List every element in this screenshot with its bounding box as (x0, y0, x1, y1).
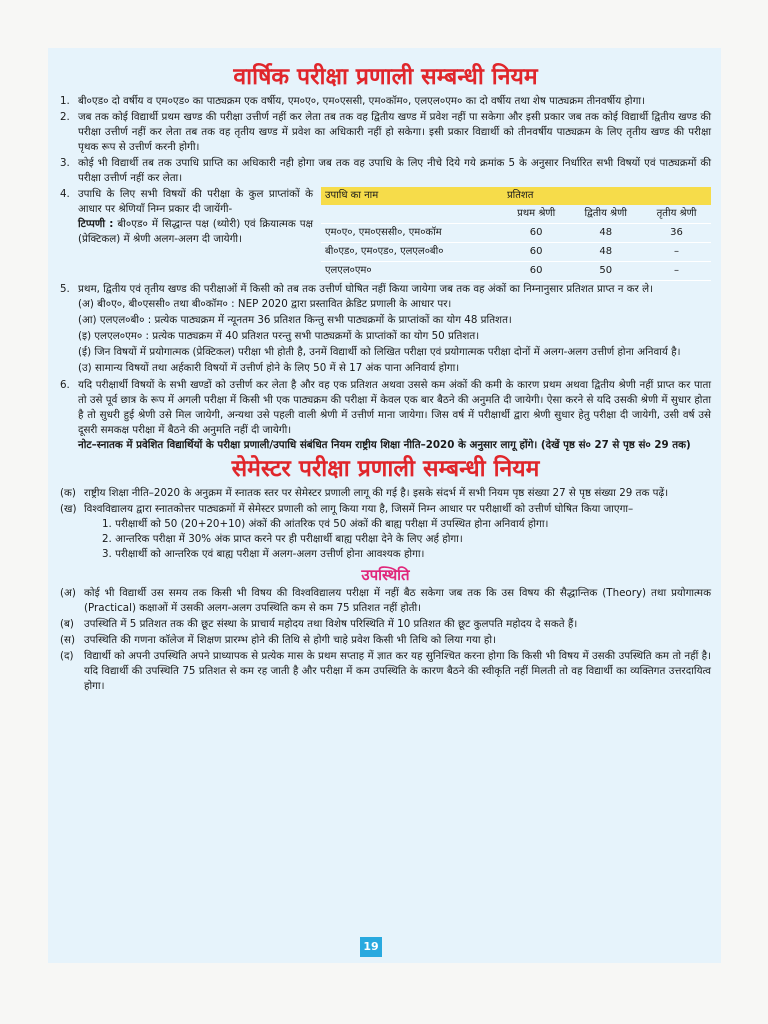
rule-2-text: जब तक कोई विद्यार्थी प्रथम खण्ड की परीक्षा उत्तीर्ण नहीं कर लेता तब तक वह द्वितीय खण्ड में प्रवेश नहीं पा सकेगा और इसी प्रकार जब तक कोई विद्यार्थी द्वितीय खण्ड की परीक्षा उत्तीर्ण नहीं कर लेता तब तक वह तृतीय खण्ड में प्रवेश का अधिकारी नहीं हो सकेगा। इसी प्रकार विद्यार्थी को तीनवर्षीय पाठ्यक्रम के लिए तृतीय खण्ड की परीक्षा पृथक रूप से उत्तीर्ण करनी होगी। (78, 111, 711, 153)
header-degree-name: उपाधि का नाम (321, 187, 503, 205)
page-panel (48, 48, 721, 963)
attendance-b-label: (ब) (60, 618, 74, 630)
rule-3-number: 3. (60, 157, 70, 169)
rule-5-aa: (आ) एलएल०बी० : प्रत्येक पाठ्यक्रम में न्यूनतम 36 प्रतिशत किन्तु सभी पाठ्यक्रमों के प्राप्तांकों का योग 48 प्रतिशत। (78, 314, 512, 326)
rule-4-text-block (78, 187, 313, 281)
attendance-a-label: (अ) (60, 587, 76, 599)
rule-4-note-label: टिप्पणी : (78, 218, 114, 230)
rule-4-body (78, 187, 711, 281)
rule-5-body (78, 282, 711, 377)
row-third: 36 (642, 224, 711, 243)
table-row (321, 224, 711, 243)
attendance-s-label: (स) (60, 634, 75, 646)
attendance-title: उपस्थिति (361, 566, 410, 584)
semester-kha-text: विश्वविद्यालय द्वारा स्नातकोत्तर पाठ्यक्रमों में सेमेस्टर प्रणाली को लागू किया गया है, जिसमें निम्न आधार पर परीक्षार्थी को उत्तीर्ण घोषित किया जाएगा– (84, 503, 634, 515)
semester-kha-body (84, 502, 711, 562)
attendance-a (60, 586, 711, 616)
rule-6-body (78, 378, 711, 453)
annual-rules-title: वार्षिक परीक्षा प्रणाली सम्बन्धी नियम (233, 64, 538, 90)
rule-5-i: (इ) एलएल०एम० : प्रत्येक पाठ्यक्रम में 40 प्रतिशत परन्तु सभी पाठ्यक्रमों के प्राप्तांकों का योग 50 प्रतिशत। (78, 330, 480, 342)
table-row (321, 243, 711, 262)
subheader-blank (321, 205, 503, 224)
row-third: – (642, 262, 711, 281)
semester-ka-label: (क) (60, 487, 76, 499)
rule-5 (60, 282, 711, 377)
table-subheader-row (321, 205, 711, 224)
semester-ka (60, 486, 711, 501)
table-row (321, 262, 711, 281)
rule-2 (60, 110, 711, 155)
row-degree-name: एलएल०एम० (321, 262, 503, 281)
semester-point-3: 3. परीक्षार्थी को आन्तरिक एवं बाह्य परीक्षा में अलग-अलग उत्तीर्ण होना आवश्यक होगा। (102, 548, 425, 560)
row-degree-name: एम०ए०, एम०एससी०, एम०कॉम (321, 224, 503, 243)
rule-1 (60, 94, 711, 109)
semester-kha (60, 502, 711, 562)
rule-2-number: 2. (60, 111, 70, 123)
semester-point-1: 1. परीक्षार्थी को 50 (20+20+10) अंकों की आंतरिक एवं 50 अंकों की बाह्य परीक्षा में उपस्थित होना अनिवार्य होगा। (102, 518, 549, 530)
row-second: 48 (569, 224, 642, 243)
rule-4 (60, 187, 711, 281)
attendance-d-text: विद्यार्थी को अपनी उपस्थिति अपने प्राध्यापक से प्रत्येक मास के प्रथम सप्ताह में ज्ञात कर यह सुनिश्चित करना होगा कि किसी भी विषय में उसकी उपस्थिति कम तो नहीं है। यदि विद्यार्थी की उपस्थिति 75 प्रतिशत से कम रह जाती है और परीक्षा में कम उपस्थिति के कारण बैठने की स्वीकृति नहीं मिलती तो वह विद्यार्थी का व्यक्तिगत उत्तरदायित्व होगा। (84, 650, 711, 692)
row-first: 60 (503, 224, 569, 243)
rule-4-note-text: बी०एड० में सिद्धान्त पक्ष (थ्योरी) एवं क्रियात्मक पक्ष (प्रेक्टिकल) में श्रेणी अलग-अलग दी जायेगी। (78, 218, 313, 245)
row-first: 60 (503, 262, 569, 281)
rule-4-number: 4. (60, 188, 70, 200)
row-third: – (642, 243, 711, 262)
rule-6-number: 6. (60, 379, 70, 391)
page-number-badge: 19 (360, 937, 382, 957)
attendance-d-label: (द) (60, 650, 74, 662)
rule-5-a: (अ) बी०ए०, बी०एससी० तथा बी०कॉम० : NEP 2020 द्वारा प्रस्तावित क्रेडिट प्रणाली के आधार पर। (78, 298, 452, 310)
attendance-s (60, 633, 711, 648)
division-table (321, 187, 711, 281)
subheader-first: प्रथम श्रेणी (503, 205, 569, 224)
subheader-second: द्वितीय श्रेणी (569, 205, 642, 224)
rule-5-number: 5. (60, 283, 70, 295)
header-percent: प्रतिशत (503, 187, 711, 205)
rule-5-sublist (78, 297, 711, 376)
row-second: 48 (569, 243, 642, 262)
rule-6-text: यदि परीक्षार्थी विषयों के सभी खण्डों को उत्तीर्ण कर लेता है और वह एक प्रतिशत अथवा उससे कम अंकों की कमी के कारण प्रथम अथवा द्वितीय श्रेणी नहीं प्राप्त कर पाता तो उसे पूर्व छात्र के रूप में अगली परीक्षा में किसी भी एक पाठ्यक्रम की परीक्षा में केवल एक बार बैठने की अनुमति दी जायेगी। ऐसा करने से यदि उसकी श्रेणी में सुधार होता है तो सुधरी हुई श्रेणी उसे मिल जायेगी, अन्यथा उसे पहली वाली श्रेणी में उत्तीर्ण माना जायेगा। जिस वर्ष में परीक्षार्थी द्वारा श्रेणी सुधार हेतु परीक्षा दी जायेगी, उसी वर्ष उसे दूसरी समकक्ष परीक्षा में बैठने की अनुमति नहीं दी जायेगी। (78, 379, 711, 436)
rule-4-text: उपाधि के लिए सभी विषयों की परीक्षा के कुल प्राप्तांकों के आधार पर श्रेणियाँ निम्न प्रकार दी जायेंगी- (78, 188, 313, 215)
attendance-b-text: उपस्थिति में 5 प्रतिशत तक की छूट संस्था के प्राचार्य महोदय तथा विशेष परिस्थिति में 10 प्रतिशत की छूट कुलपति महोदय दे सकते हैं। (84, 618, 578, 630)
table-header-row (321, 187, 711, 205)
rule-5-u: (उ) सामान्य विषयों तथा अर्हकारी विषयों में उत्तीर्ण होने के लिए 50 में से 17 अंक पाना अनिवार्य होगा। (78, 362, 460, 374)
rule-3-text: कोई भी विद्यार्थी तब तक उपाधि प्राप्ति का अधिकारी नही होगा जब तक वह उपाधि के लिए नीचे दिये गये क्रमांक 5 के अनुसार निर्धारित सभी विषयों एवं पाठ्यक्रमों की परीक्षा उत्तीर्ण नहीं कर लेता। (78, 157, 711, 184)
row-first: 60 (503, 243, 569, 262)
attendance-b (60, 617, 711, 632)
row-degree-name: बी०एड०, एम०एड०, एलएल०बी० (321, 243, 503, 262)
rule-5-ii: (ई) जिन विषयों में प्रयोगात्मक (प्रेक्टिकल) परीक्षा भी होती है, उनमें विद्यार्थी को लिखित परीक्षा एवं प्रयोगात्मक परीक्षा दोनों में अलग-अलग उत्तीर्ण होना अनिवार्य है। (78, 346, 681, 358)
semester-ka-text: राष्ट्रीय शिक्षा नीति–2020 के अनुक्रम में स्नातक स्तर पर सेमेस्टर प्रणाली लागू की गई है। इसके संदर्भ में सभी नियम पृष्ठ संख्या 27 से पृष्ठ संख्या 29 तक पढ़ें। (84, 487, 669, 499)
attendance-s-text: उपस्थिति की गणना कॉलेज में शिक्षण प्रारम्भ होने की तिथि से होगी चाहे प्रवेश किसी भी तिथि को लिया गया हो। (84, 634, 496, 646)
row-second: 50 (569, 262, 642, 281)
attendance-d (60, 649, 711, 694)
rule-1-number: 1. (60, 95, 70, 107)
rule-6 (60, 378, 711, 453)
division-table-wrap (313, 187, 711, 281)
rule-1-text: बी०एड० दो वर्षीय व एम०एड० का पाठ्यक्रम एक वर्षीय, एम०ए०, एम०एससी, एम०कॉम०, एलएल०एम० का दो वर्षीय तथा शेष पाठ्यक्रम तीनवर्षीय होगा। (78, 95, 645, 107)
rule-5-text: प्रथम, द्वितीय एवं तृतीय खण्ड की परीक्षाओं में किसी को तब तक उत्तीर्ण घोषित नहीं किया जायेगा जब तक वह अंकों का निम्नानुसार प्रतिशत प्राप्त न कर ले। (78, 283, 654, 295)
content-area (60, 62, 711, 695)
nep-note: नोट–स्नातक में प्रवेशित विद्यार्थियों के परीक्षा प्रणाली/उपाधि संबंधित नियम राष्ट्रीय शिक्षा नीति–2020 के अनुसार लागू होंगे। (देखें पृष्ठ सं० 27 से पृष्ठ सं० 29 तक) (78, 439, 691, 451)
subheader-third: तृतीय श्रेणी (642, 205, 711, 224)
semester-kha-label: (ख) (60, 503, 77, 515)
rule-3 (60, 156, 711, 186)
attendance-a-text: कोई भी विद्यार्थी उस समय तक किसी भी विषय की विश्वविद्यालय परीक्षा में नहीं बैठ सकेगा जब तक कि उस विषय की सैद्धान्तिक (Theory) तथा प्रयोगात्मक (Practical) कक्षाओं में उसकी अलग-अलग उपस्थिति कम से कम 75 प्रतिशत नहीं होती। (84, 587, 711, 614)
semester-rules-title: सेमेस्टर परीक्षा प्रणाली सम्बन्धी नियम (231, 456, 540, 482)
semester-point-2: 2. आन्तरिक परीक्षा में 30% अंक प्राप्त करने पर ही परीक्षार्थी बाह्य परीक्षा देने के लिए अर्ह होगा। (102, 533, 463, 545)
